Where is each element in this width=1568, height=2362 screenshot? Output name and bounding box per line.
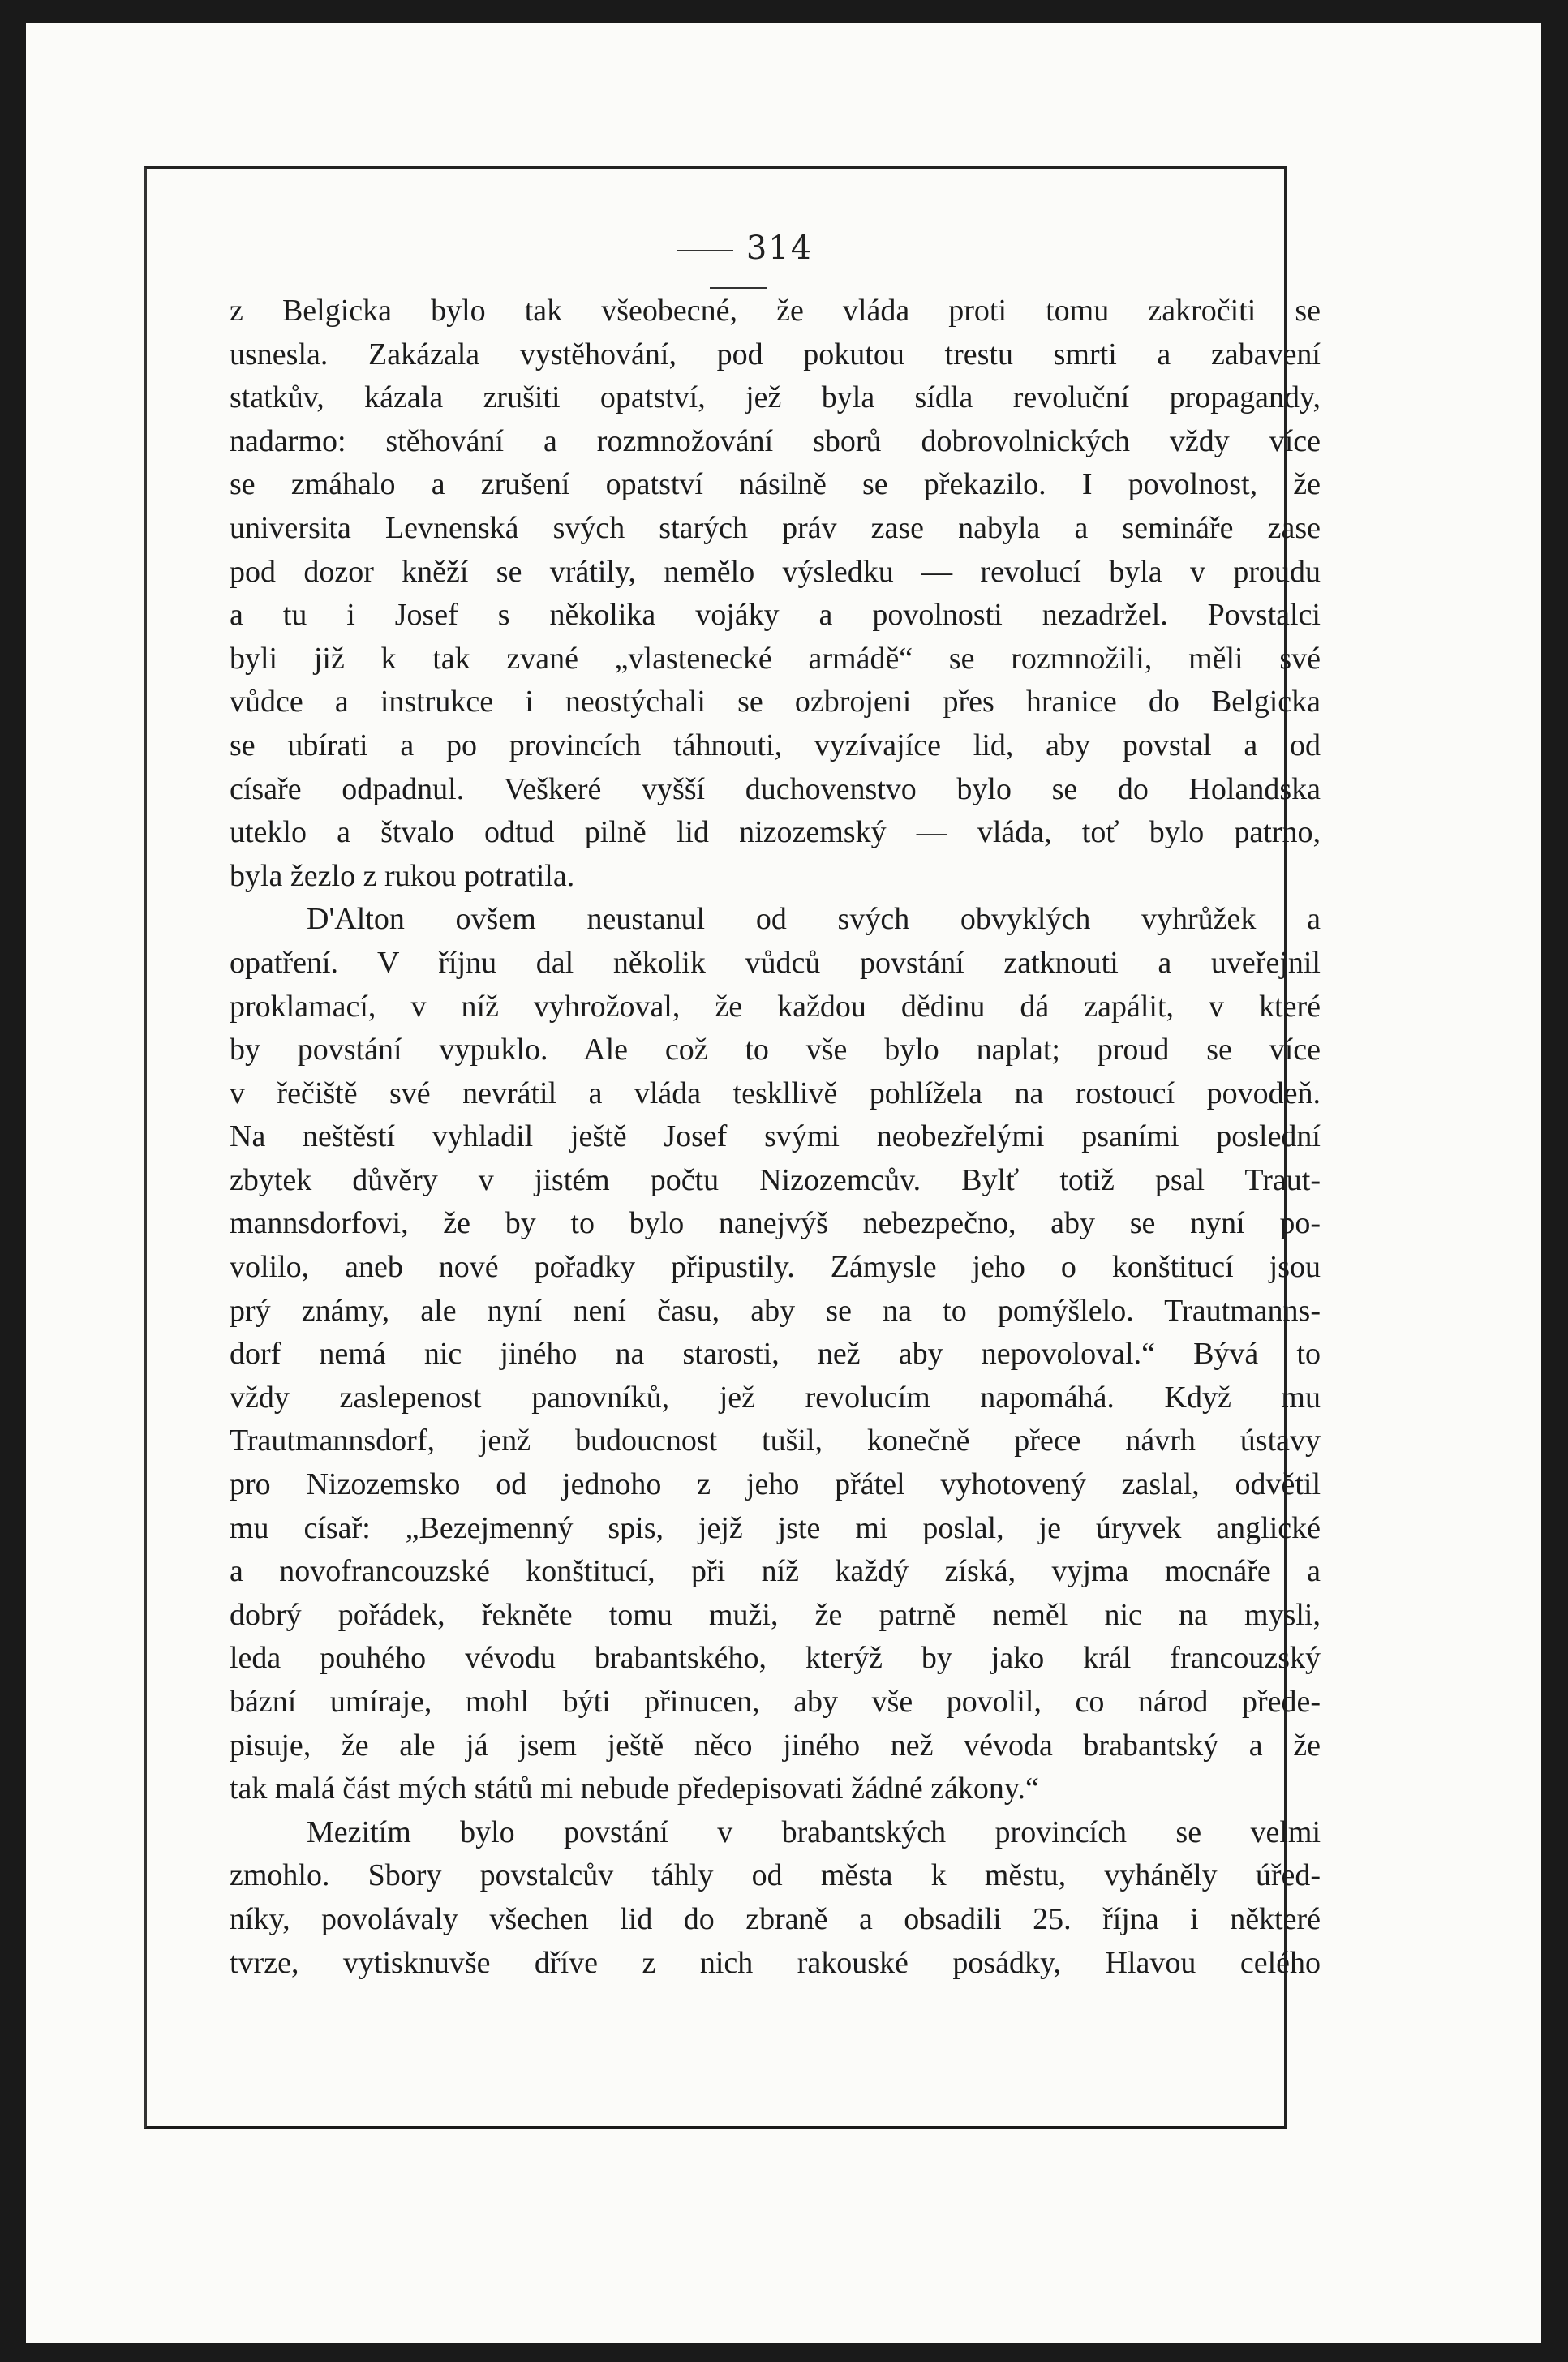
text-line: proklamací, v níž vyhrožoval, že každou dědinu dá zapálit, v které bbox=[230, 989, 1321, 1024]
text-line: Trautmannsdorf, jenž budoucnost tušil, konečně přece návrh ústavy bbox=[230, 1424, 1321, 1458]
text-line: Na neštěstí vyhladil ještě Josef svými neobezřelými psaními poslední bbox=[230, 1119, 1321, 1154]
text-line: se ubírati a po provincích táhnouti, vyzívajíce lid, aby povstal a od bbox=[230, 728, 1321, 762]
text-line: vždy zaslepenost panovníků, jež revolucím napomáhá. Když mu bbox=[230, 1380, 1321, 1415]
text-line: leda pouhého vévodu brabantského, kterýž by jako král francouzský bbox=[230, 1641, 1321, 1676]
text-line: pisuje, že ale já jsem ještě něco jiného než vévoda brabantský a že bbox=[230, 1728, 1321, 1763]
text-line: pod dozor kněží se vrátily, nemělo výsledku — revolucí byla v proudu bbox=[230, 554, 1321, 589]
text-line: bázní umíraje, mohl býti přinucen, aby vše povolil, co národ přede- bbox=[230, 1685, 1321, 1719]
text-line: D'Alton ovšem neustanul od svých obvyklých vyhrůžek a bbox=[307, 902, 1321, 937]
body-text bbox=[230, 290, 1321, 1985]
text-line: prý známy, ale nyní není času, aby se na to pomýšlelo. Trautmanns- bbox=[230, 1293, 1321, 1328]
text-line: dorf nemá nic jiného na starosti, než aby nepovoloval.“ Bývá to bbox=[230, 1337, 1321, 1372]
text-line: usnesla. Zakázala vystěhování, pod pokutou trestu smrti a zabavení bbox=[230, 337, 1321, 371]
text-line: v řečiště své nevrátil a vláda teskllivě pohlížela na rostoucí povodeň. bbox=[230, 1076, 1321, 1110]
text-line: by povstání vypuklo. Ale což to vše bylo naplat; proud se více bbox=[230, 1033, 1321, 1067]
text-line: zbytek důvěry v jistém počtu Nizozemcův. Bylť totiž psal Traut- bbox=[230, 1162, 1321, 1197]
text-line: vůdce a instrukce i neostýchali se ozbrojeni přes hranice do Belgicka bbox=[230, 685, 1321, 719]
text-line: byli již k tak zvané „vlastenecké armádě“ se rozmnožili, měli své bbox=[230, 641, 1321, 676]
text-line: nadarmo: stěhování a rozmnožování sborů dobrovolnických vždy více bbox=[230, 423, 1321, 458]
right-rule bbox=[710, 287, 767, 289]
page-number-value: 314 bbox=[745, 230, 814, 267]
text-line: dobrý pořádek, řekněte tomu muži, že patrně neměl nic na mysli, bbox=[230, 1597, 1321, 1632]
text-line: císaře odpadnul. Veškeré vyšší duchovenstvo bylo se do Holandska bbox=[230, 771, 1321, 806]
text-line: a tu i Josef s několika vojáky a povolnosti nezadržel. Povstalci bbox=[230, 598, 1321, 633]
text-line: mannsdorfovi, že by to bylo nanejvýš nebezpečno, aby se nyní po- bbox=[230, 1206, 1321, 1241]
text-line: Mezitím bylo povstání v brabantských provincích se velmi bbox=[307, 1814, 1321, 1849]
text-line: se zmáhalo a zrušení opatství násilně se překazilo. I povolnost, že bbox=[230, 467, 1321, 502]
text-line: pro Nizozemsko od jednoho z jeho přátel vyhotovený zaslal, odvětil bbox=[230, 1467, 1321, 1502]
text-line: níky, povolávaly všechen lid do zbraně a obsadili 25. října i některé bbox=[230, 1901, 1321, 1936]
text-line: zmohlo. Sbory povstalcův táhly od města k městu, vyháněly úřed- bbox=[230, 1858, 1321, 1893]
text-line: tak malá část mých států mi nebude předepisovati žádné zákony.“ bbox=[230, 1772, 1039, 1806]
text-line: byla žezlo z rukou potratila. bbox=[230, 858, 575, 893]
text-line: statkův, kázala zrušiti opatství, jež byla sídla revoluční propagandy, bbox=[230, 380, 1321, 415]
text-line: a novofrancouzské konštitucí, při níž každý získá, vyjma mocnáře a bbox=[230, 1554, 1321, 1589]
text-line: tvrze, vytisknuvše dříve z nich rakouské posádky, Hlavou celého bbox=[230, 1945, 1321, 1980]
text-line: universita Levnenská svých starých práv zase nabyla a semináře zase bbox=[230, 510, 1321, 545]
text-line: z Belgicka bylo tak všeobecné, že vláda proti tomu zakročiti se bbox=[230, 294, 1321, 328]
left-rule bbox=[677, 250, 733, 251]
text-line: uteklo a štvalo odtud pilně lid nizozemský — vláda, toť bylo patrno, bbox=[230, 815, 1321, 850]
text-line: opatření. V říjnu dal několik vůdců povstání zatknouti a uveřejnil bbox=[230, 945, 1321, 980]
text-line: mu císař: „Bezejmenný spis, jejž jste mi poslal, je úryvek anglické bbox=[230, 1510, 1321, 1545]
text-line: volilo, aneb nové pořadky připustily. Zámysle jeho o konštitucí jsou bbox=[230, 1250, 1321, 1285]
